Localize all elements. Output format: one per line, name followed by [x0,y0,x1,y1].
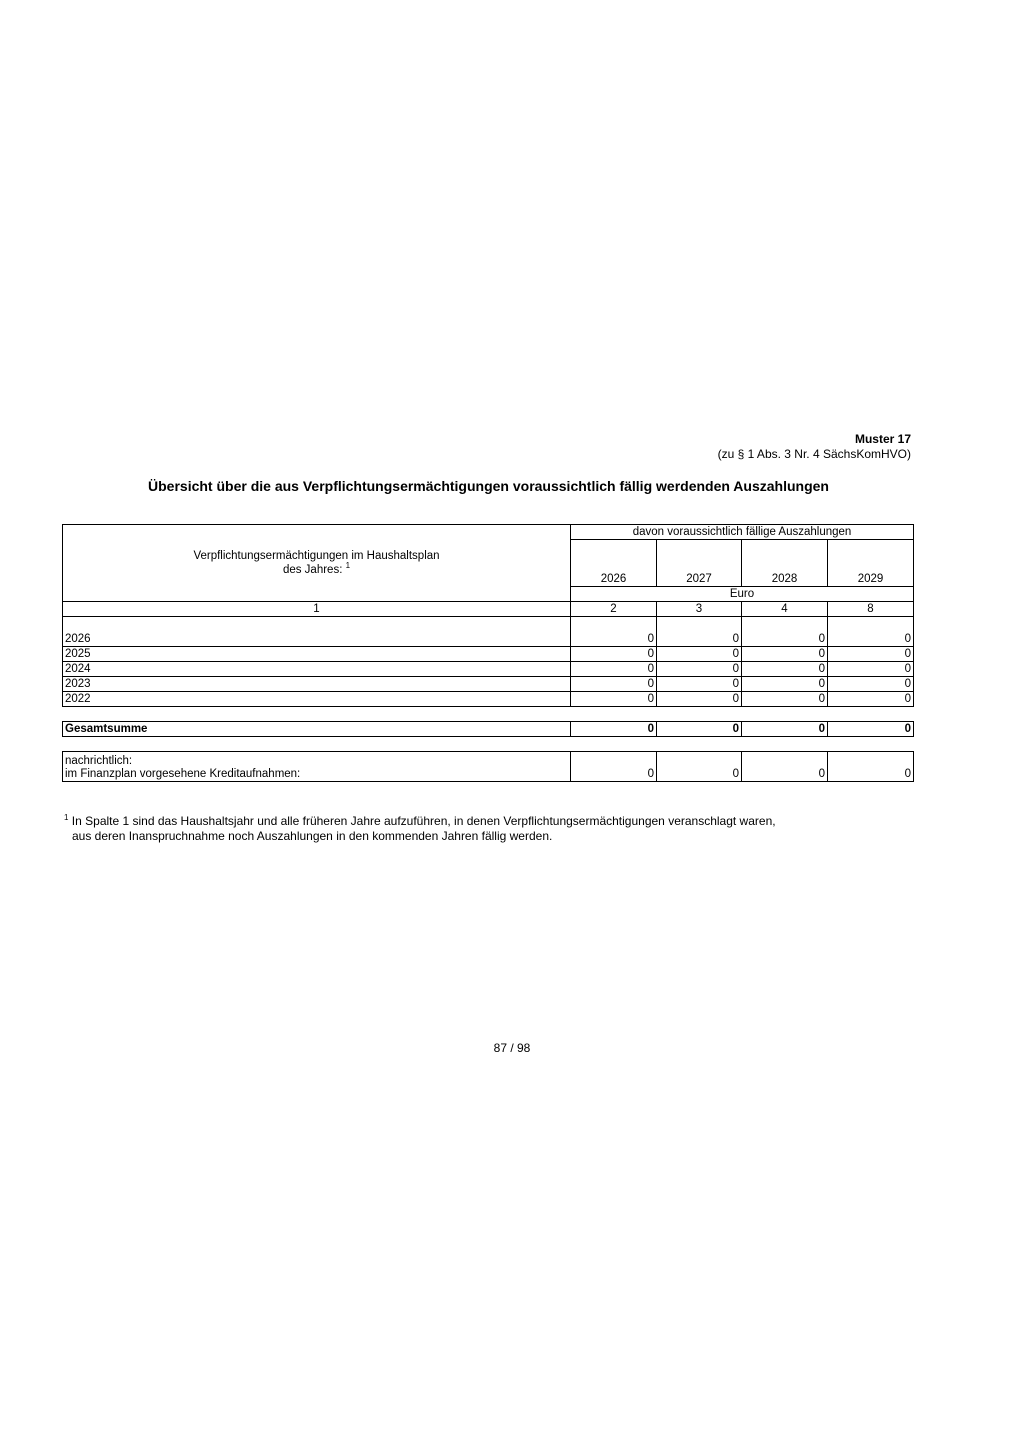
total-value: 0 [571,722,657,737]
year-header: 2027 [657,540,742,587]
column-1-header-line2: des Jahres: [282,564,343,576]
table-row [63,617,914,647]
memo-label-line2: im Finanzplan vorgesehene Kreditaufnahmen: [65,768,301,780]
memo-value: 0 [828,752,914,782]
cell-value: 0 [828,677,914,692]
total-row [63,722,914,737]
memo-label [63,752,571,782]
cell-value: 0 [657,677,742,692]
cell-value: 0 [828,662,914,677]
year-header: 2029 [828,540,914,587]
group-header: davon voraussichtlich fällige Auszahlungen [571,525,914,540]
legal-reference: (zu § 1 Abs. 3 Nr. 4 SächsKomHVO) [717,447,911,461]
memo-value: 0 [742,752,828,782]
cell-value: 0 [742,692,828,707]
cell-value: 0 [571,692,657,707]
row-year: 2023 [63,677,571,692]
footnote-text: In Spalte 1 sind das Haushaltsjahr und alle früheren Jahre aufzuführen, in denen Verpflichtungsermächtigungen veranschlagt waren, [71,814,776,828]
footnote-marker: 1 [345,561,351,571]
cell-value: 0 [657,617,742,647]
spacer-cell [63,737,914,752]
cell-value: 0 [742,662,828,677]
column-1-header-line1: Verpflichtungsermächtigungen im Haushaltsplan [193,550,440,562]
cell-value: 0 [657,692,742,707]
row-year: 2022 [63,692,571,707]
column-number: 8 [828,602,914,617]
spacer-cell [63,707,914,722]
footnote [64,814,776,844]
column-number: 3 [657,602,742,617]
cell-value: 0 [571,677,657,692]
year-header: 2028 [742,540,828,587]
unit-label: Euro [571,587,914,602]
memo-label-line1: nachrichtlich: [65,755,133,767]
row-year: 2025 [63,647,571,662]
cell-value: 0 [828,617,914,647]
document-title: Übersicht über die aus Verpflichtungsermächtigungen voraussichtlich fällig werdenden Auszahlungen [148,478,829,494]
payments-table [62,524,914,782]
column-number: 2 [571,602,657,617]
table-header-row [63,525,914,540]
row-year: 2024 [63,662,571,677]
cell-value: 0 [657,662,742,677]
row-year: 2026 [63,617,571,647]
muster-label: Muster 17 [854,432,911,446]
total-value: 0 [742,722,828,737]
table-row [63,647,914,662]
cell-value: 0 [571,662,657,677]
cell-value: 0 [742,677,828,692]
total-value: 0 [828,722,914,737]
spacer-row [63,737,914,752]
memo-value: 0 [571,752,657,782]
memo-value: 0 [657,752,742,782]
year-header: 2026 [571,540,657,587]
cell-value: 0 [828,647,914,662]
cell-value: 0 [742,647,828,662]
cell-value: 0 [742,617,828,647]
memo-row [63,752,914,782]
cell-value: 0 [571,647,657,662]
cell-value: 0 [828,692,914,707]
page-number: 87 / 98 [493,1041,531,1055]
column-number: 4 [742,602,828,617]
table-row [63,692,914,707]
column-1-header [63,525,571,602]
total-label: Gesamtsumme [63,722,571,737]
table-row [63,677,914,692]
column-number: 1 [63,602,571,617]
form-reference-block [718,432,911,462]
spacer-row [63,707,914,722]
footnote-marker: 1 [64,813,69,822]
cell-value: 0 [571,617,657,647]
total-value: 0 [657,722,742,737]
footnote-line2: aus deren Inanspruchnahme noch Auszahlungen in den kommenden Jahren fällig werden. [72,829,553,843]
table-row [63,662,914,677]
cell-value: 0 [657,647,742,662]
column-number-row [63,602,914,617]
footnote-line1 [64,814,776,829]
